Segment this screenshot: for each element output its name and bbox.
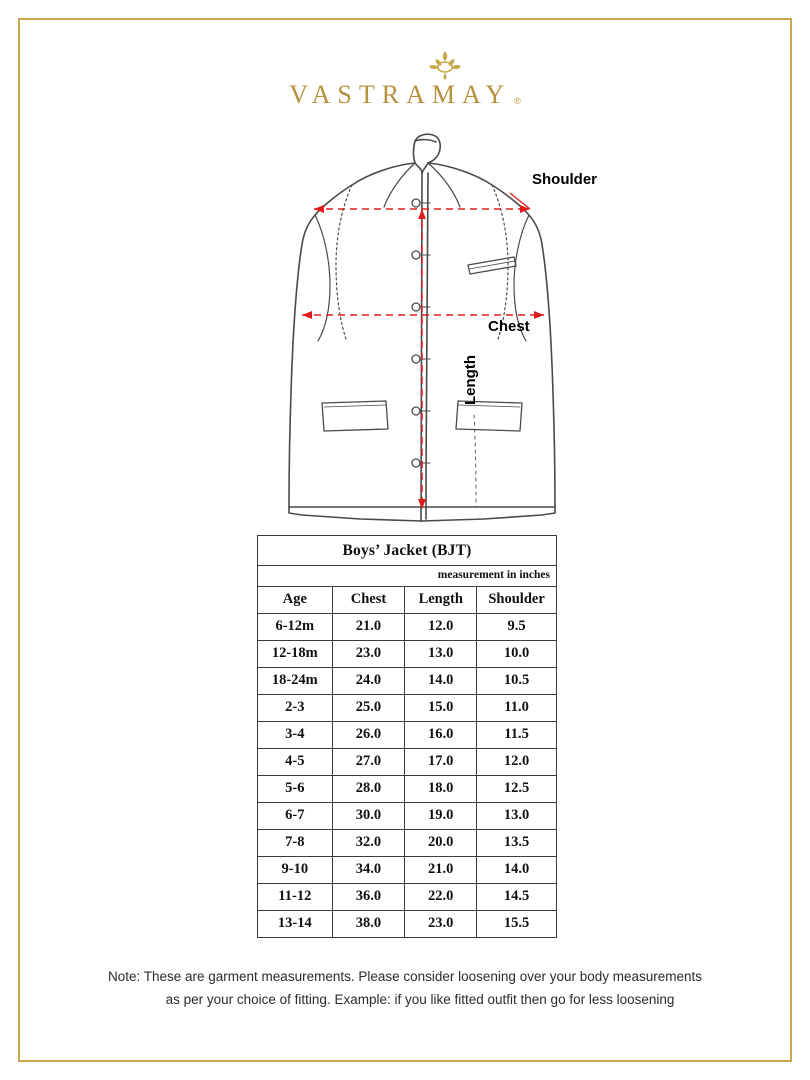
- cell-age: 18-24m: [258, 667, 333, 694]
- cell-length: 19.0: [405, 802, 477, 829]
- cell-shoulder: 14.0: [477, 856, 557, 883]
- cell-length: 21.0: [405, 856, 477, 883]
- page-border: [18, 18, 792, 1062]
- brand-name: VASTRAMAY: [289, 80, 512, 109]
- label-shoulder: Shoulder: [532, 171, 598, 188]
- note-line-2: as per your choice of fitting. Example: if you like fitted outfit then go for less loosening: [165, 991, 675, 1007]
- table-header-row: [258, 586, 557, 613]
- cell-shoulder: 12.0: [477, 748, 557, 775]
- column-header-chest: Chest: [332, 586, 405, 613]
- label-length: Length: [462, 355, 479, 405]
- cell-age: 9-10: [258, 856, 333, 883]
- table-row: [258, 829, 557, 856]
- cell-shoulder: 13.5: [477, 829, 557, 856]
- registered-mark: ®: [514, 96, 521, 106]
- table-row: [258, 802, 557, 829]
- cell-age: 6-7: [258, 802, 333, 829]
- table-row: [258, 640, 557, 667]
- cell-shoulder: 9.5: [477, 613, 557, 640]
- cell-chest: 23.0: [332, 640, 405, 667]
- cell-shoulder: 13.0: [477, 802, 557, 829]
- cell-age: 13-14: [258, 910, 333, 937]
- cell-shoulder: 12.5: [477, 775, 557, 802]
- cell-chest: 26.0: [332, 721, 405, 748]
- cell-length: 15.0: [405, 694, 477, 721]
- table-row: [258, 883, 557, 910]
- cell-age: 12-18m: [258, 640, 333, 667]
- cell-chest: 34.0: [332, 856, 405, 883]
- size-chart-table: [257, 535, 557, 938]
- measurement-note: [40, 966, 770, 1012]
- cell-chest: 24.0: [332, 667, 405, 694]
- note-line-1: Note: These are garment measurements. Please consider loosening over your body measurements: [107, 969, 703, 984]
- cell-length: 23.0: [405, 910, 477, 937]
- cell-length: 14.0: [405, 667, 477, 694]
- cell-shoulder: 11.0: [477, 694, 557, 721]
- cell-age: 11-12: [258, 883, 333, 910]
- cell-chest: 25.0: [332, 694, 405, 721]
- cell-chest: 38.0: [332, 910, 405, 937]
- floral-ornament-icon: [423, 50, 467, 80]
- cell-length: 17.0: [405, 748, 477, 775]
- table-unit-row: [258, 566, 557, 587]
- cell-age: 7-8: [258, 829, 333, 856]
- table-row: [258, 694, 557, 721]
- table-row: [258, 721, 557, 748]
- table-title: Boys’ Jacket (BJT): [258, 536, 557, 566]
- cell-age: 6-12m: [258, 613, 333, 640]
- cell-length: 13.0: [405, 640, 477, 667]
- cell-length: 12.0: [405, 613, 477, 640]
- brand-header: [20, 50, 790, 110]
- table-row: [258, 667, 557, 694]
- cell-shoulder: 10.5: [477, 667, 557, 694]
- table-row: [258, 910, 557, 937]
- cell-chest: 27.0: [332, 748, 405, 775]
- column-header-length: Length: [405, 586, 477, 613]
- garment-illustration: [70, 115, 750, 535]
- cell-shoulder: 11.5: [477, 721, 557, 748]
- cell-age: 4-5: [258, 748, 333, 775]
- table-title-row: [258, 536, 557, 566]
- table-row: [258, 775, 557, 802]
- column-header-shoulder: Shoulder: [477, 586, 557, 613]
- table-row: [258, 613, 557, 640]
- cell-age: 2-3: [258, 694, 333, 721]
- cell-shoulder: 10.0: [477, 640, 557, 667]
- label-chest: Chest: [488, 318, 530, 335]
- cell-length: 18.0: [405, 775, 477, 802]
- cell-chest: 30.0: [332, 802, 405, 829]
- cell-chest: 28.0: [332, 775, 405, 802]
- table-row: [258, 748, 557, 775]
- measurement-unit-note: measurement in inches: [258, 566, 557, 587]
- size-chart-table-container: [257, 535, 557, 938]
- cell-shoulder: 14.5: [477, 883, 557, 910]
- cell-age: 3-4: [258, 721, 333, 748]
- cell-chest: 21.0: [332, 613, 405, 640]
- cell-shoulder: 15.5: [477, 910, 557, 937]
- cell-age: 5-6: [258, 775, 333, 802]
- table-row: [258, 856, 557, 883]
- column-header-age: Age: [258, 586, 333, 613]
- cell-chest: 32.0: [332, 829, 405, 856]
- cell-length: 22.0: [405, 883, 477, 910]
- jacket-line-drawing: [70, 115, 750, 535]
- cell-chest: 36.0: [332, 883, 405, 910]
- cell-length: 16.0: [405, 721, 477, 748]
- cell-length: 20.0: [405, 829, 477, 856]
